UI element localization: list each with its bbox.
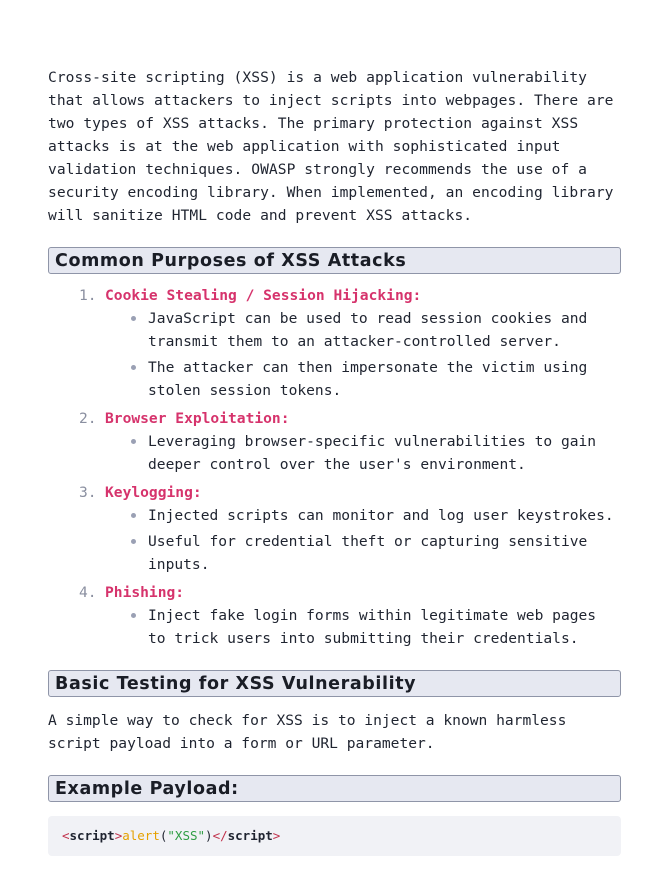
purpose-item bbox=[48, 284, 621, 402]
purpose-title: Keylogging: bbox=[105, 484, 202, 501]
purpose-title: Browser Exploitation: bbox=[105, 410, 290, 427]
detail-text: Leveraging browser-specific vulnerabilities to gain deeper control over the user's environment. bbox=[148, 433, 597, 473]
list-number: 3. bbox=[79, 484, 97, 501]
detail-item bbox=[148, 504, 621, 527]
code-token: ( bbox=[159, 828, 168, 843]
list-number: 2. bbox=[79, 410, 97, 427]
code-token: ) bbox=[205, 828, 213, 843]
detail-text: The attacker can then impersonate the victim using stolen session tokens. bbox=[148, 359, 588, 399]
purpose-details bbox=[105, 504, 621, 576]
purpose-title: Phishing: bbox=[105, 584, 185, 601]
detail-item bbox=[148, 530, 621, 576]
detail-item bbox=[148, 307, 621, 353]
purpose-item bbox=[48, 581, 621, 650]
detail-item bbox=[148, 430, 621, 476]
detail-item bbox=[148, 356, 621, 402]
purposes-heading: Common Purposes of XSS Attacks bbox=[48, 247, 621, 274]
purpose-details bbox=[105, 307, 621, 402]
testing-paragraph: A simple way to check for XSS is to inject a known harmless script payload into a form or URL parameter. bbox=[48, 712, 567, 752]
bullet-icon bbox=[131, 513, 136, 518]
detail-text: Inject fake login forms within legitimate web pages to trick users into submitting their credentials. bbox=[148, 607, 597, 647]
bullet-icon bbox=[131, 365, 136, 370]
purpose-item bbox=[48, 481, 621, 576]
code-token: script bbox=[69, 828, 115, 843]
bullet-icon bbox=[131, 439, 136, 444]
detail-item bbox=[148, 604, 621, 650]
code-token: </ bbox=[212, 828, 228, 843]
bullet-icon bbox=[131, 539, 136, 544]
payload-code-block[interactable] bbox=[48, 816, 621, 856]
code-token: alert bbox=[122, 828, 160, 843]
purpose-title: Cookie Stealing / Session Hijacking: bbox=[105, 287, 422, 304]
purpose-details bbox=[105, 430, 621, 476]
code-token: script bbox=[227, 828, 273, 843]
code-token: > bbox=[114, 828, 123, 843]
purposes-list bbox=[48, 284, 621, 650]
bullet-icon bbox=[131, 613, 136, 618]
list-number: 1. bbox=[79, 287, 97, 304]
payload-heading: Example Payload: bbox=[48, 775, 621, 802]
list-number: 4. bbox=[79, 584, 97, 601]
detail-text: Useful for credential theft or capturing sensitive inputs. bbox=[148, 533, 588, 573]
testing-heading: Basic Testing for XSS Vulnerability bbox=[48, 670, 621, 697]
bullet-icon bbox=[131, 316, 136, 321]
code-token: "XSS" bbox=[167, 828, 206, 843]
purpose-item bbox=[48, 407, 621, 476]
code-token: < bbox=[62, 828, 70, 843]
detail-text: JavaScript can be used to read session cookies and transmit them to an attacker-controlled server. bbox=[148, 310, 588, 350]
code-token: > bbox=[272, 828, 281, 843]
purpose-details bbox=[105, 604, 621, 650]
detail-text: Injected scripts can monitor and log user keystrokes. bbox=[148, 507, 614, 524]
intro-paragraph: Cross-site scripting (XSS) is a web application vulnerability that allows attackers to inject scripts into webpages. There are two types of XSS attacks. The primary protection against XSS attacks is at the web application with sophisticated input validation techniques. OWASP strongly recommends the use of a security encoding library. When implemented, an encoding library will sanitize HTML code and prevent XSS attacks. bbox=[48, 69, 614, 224]
